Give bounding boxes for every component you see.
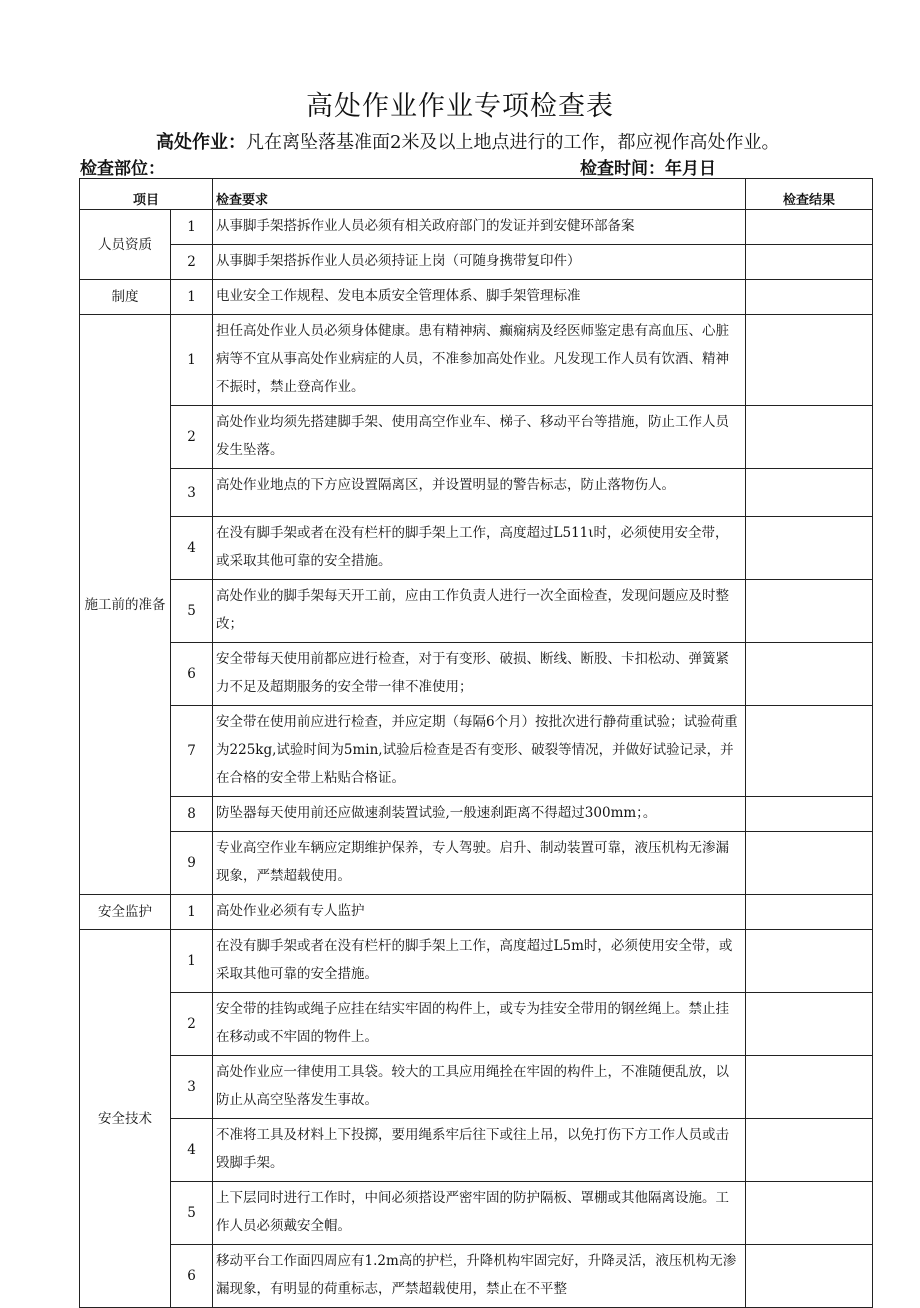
row-number: 1	[171, 930, 213, 993]
result-cell[interactable]	[746, 280, 873, 315]
requirement-text: 担任高处作业人员必须身体健康。患有精神病、癫痫病及经医师鉴定患有高血压、心脏病等不宜从事高处作业病症的人员，不准参加高处作业。凡发现工作人员有饮酒、精神不振时，禁止登高作业。	[213, 315, 746, 406]
table-row	[80, 832, 873, 895]
table-row	[80, 315, 873, 406]
requirement-text: 从事脚手架搭拆作业人员必须持证上岗（可随身携带复印件）	[213, 245, 746, 280]
category-preparation: 施工前的准备	[80, 315, 171, 895]
row-number: 6	[171, 1245, 213, 1308]
row-number: 8	[171, 797, 213, 832]
checklist-table	[79, 178, 873, 1308]
requirement-text: 高处作业的脚手架每天开工前，应由工作负责人进行一次全面检查，发现问题应及时整改；	[213, 580, 746, 643]
row-number: 5	[171, 580, 213, 643]
category-personnel: 人员资质	[80, 210, 171, 280]
requirement-text: 从事脚手架搭拆作业人员必须有相关政府部门的发证并到安健环部备案	[213, 210, 746, 245]
table-header-row	[80, 179, 873, 210]
result-cell[interactable]	[746, 832, 873, 895]
row-number: 1	[171, 895, 213, 930]
row-number: 1	[171, 280, 213, 315]
table-row	[80, 1056, 873, 1119]
result-cell[interactable]	[746, 210, 873, 245]
table-row	[80, 1119, 873, 1182]
category-system: 制度	[80, 280, 171, 315]
row-number: 2	[171, 245, 213, 280]
table-row	[80, 580, 873, 643]
row-number: 5	[171, 1182, 213, 1245]
category-supervision: 安全监护	[80, 895, 171, 930]
requirement-text: 电业安全工作规程、发电本质安全管理体系、脚手架管理标准	[213, 280, 746, 315]
table-row	[80, 1182, 873, 1245]
row-number: 2	[171, 406, 213, 469]
result-cell[interactable]	[746, 469, 873, 517]
requirement-text: 专业高空作业车辆应定期维护保养，专人驾驶。启升、制动装置可靠，液压机构无渗漏现象，严禁超载使用。	[213, 832, 746, 895]
row-number: 1	[171, 210, 213, 245]
table-row	[80, 930, 873, 993]
requirement-text: 在没有脚手架或者在没有栏杆的脚手架上工作，高度超过L5m时，必须使用安全带，或采取其他可靠的安全措施。	[213, 930, 746, 993]
result-cell[interactable]	[746, 517, 873, 580]
definition-line	[156, 128, 779, 154]
row-number: 1	[171, 315, 213, 406]
row-number: 7	[171, 706, 213, 797]
inspection-location-label: 检查部位：	[80, 159, 165, 179]
requirement-text: 安全带在使用前应进行检查，并应定期（每隔6个月）按批次进行静荷重试验；试验荷重为225kg,试验时间为5min,试验后检查是否有变形、破裂等情况，并做好试验记录，并在合格的安全带上粘贴合格证。	[213, 706, 746, 797]
requirement-text: 不准将工具及材料上下投掷，要用绳系牢后往下或往上吊，以免打伤下方工作人员或击毁脚手架。	[213, 1119, 746, 1182]
requirement-text: 在没有脚手架或者在没有栏杆的脚手架上工作，高度超过L511ι时，必须使用安全带，或采取其他可靠的安全措施。	[213, 517, 746, 580]
result-cell[interactable]	[746, 1245, 873, 1308]
result-cell[interactable]	[746, 993, 873, 1056]
table-row	[80, 797, 873, 832]
requirement-text: 安全带每天使用前都应进行检查，对于有变形、破损、断线、断股、卡扣松动、弹簧紧力不足及超期服务的安全带一律不准使用；	[213, 643, 746, 706]
table-row	[80, 517, 873, 580]
row-number: 3	[171, 1056, 213, 1119]
table-row	[80, 643, 873, 706]
requirement-text: 高处作业地点的下方应设置隔离区，并设置明显的警告标志，防止落物伤人。	[213, 469, 746, 517]
result-cell[interactable]	[746, 643, 873, 706]
result-cell[interactable]	[746, 797, 873, 832]
header-result: 检查结果	[746, 179, 873, 210]
requirement-text: 高处作业应一律使用工具袋。较大的工具应用绳拴在牢固的构件上，不准随便乱放，以防止从高空坠落发生事故。	[213, 1056, 746, 1119]
table-row	[80, 406, 873, 469]
row-number: 4	[171, 517, 213, 580]
requirement-text: 上下层同时进行工作时，中间必须搭设严密牢固的防护隔板、罩棚或其他隔离设施。工作人员必须戴安全帽。	[213, 1182, 746, 1245]
requirement-text: 高处作业均须先搭建脚手架、使用高空作业车、梯子、移动平台等措施，防止工作人员发生坠落。	[213, 406, 746, 469]
result-cell[interactable]	[746, 1056, 873, 1119]
requirement-text: 安全带的挂钩或绳子应挂在结实牢固的构件上，或专为挂安全带用的钢丝绳上。禁止挂在移动或不牢固的物件上。	[213, 993, 746, 1056]
definition-label: 高处作业：	[156, 132, 246, 153]
result-cell[interactable]	[746, 895, 873, 930]
result-cell[interactable]	[746, 245, 873, 280]
result-cell[interactable]	[746, 406, 873, 469]
result-cell[interactable]	[746, 580, 873, 643]
requirement-text: 高处作业必须有专人监护	[213, 895, 746, 930]
category-safety-technique: 安全技术	[80, 930, 171, 1308]
table-row	[80, 469, 873, 517]
page-title: 高处作业作业专项检查表	[306, 91, 614, 122]
row-number: 4	[171, 1119, 213, 1182]
table-row	[80, 993, 873, 1056]
table-row	[80, 245, 873, 280]
result-cell[interactable]	[746, 1119, 873, 1182]
table-row	[80, 706, 873, 797]
result-cell[interactable]	[746, 930, 873, 993]
row-number: 9	[171, 832, 213, 895]
table-row	[80, 1245, 873, 1308]
table-row	[80, 280, 873, 315]
definition-text: 凡在离坠落基准面2米及以上地点进行的工作，都应视作高处作业。	[246, 132, 780, 153]
header-item: 项目	[80, 179, 213, 210]
result-cell[interactable]	[746, 706, 873, 797]
requirement-text: 移动平台工作面四周应有1.2m高的护栏，升降机构牢固完好，升降灵活，液压机构无渗漏现象，有明显的荷重标志，严禁超载使用，禁止在不平整	[213, 1245, 746, 1308]
table-row	[80, 210, 873, 245]
row-number: 2	[171, 993, 213, 1056]
header-requirement: 检查要求	[213, 179, 746, 210]
result-cell[interactable]	[746, 1182, 873, 1245]
requirement-text: 防坠器每天使用前还应做速刹装置试验,一般速刹距离不得超过300mm；。	[213, 797, 746, 832]
table-row	[80, 895, 873, 930]
row-number: 6	[171, 643, 213, 706]
result-cell[interactable]	[746, 315, 873, 406]
row-number: 3	[171, 469, 213, 517]
inspection-time-label: 检查时间：年月日	[580, 159, 716, 179]
